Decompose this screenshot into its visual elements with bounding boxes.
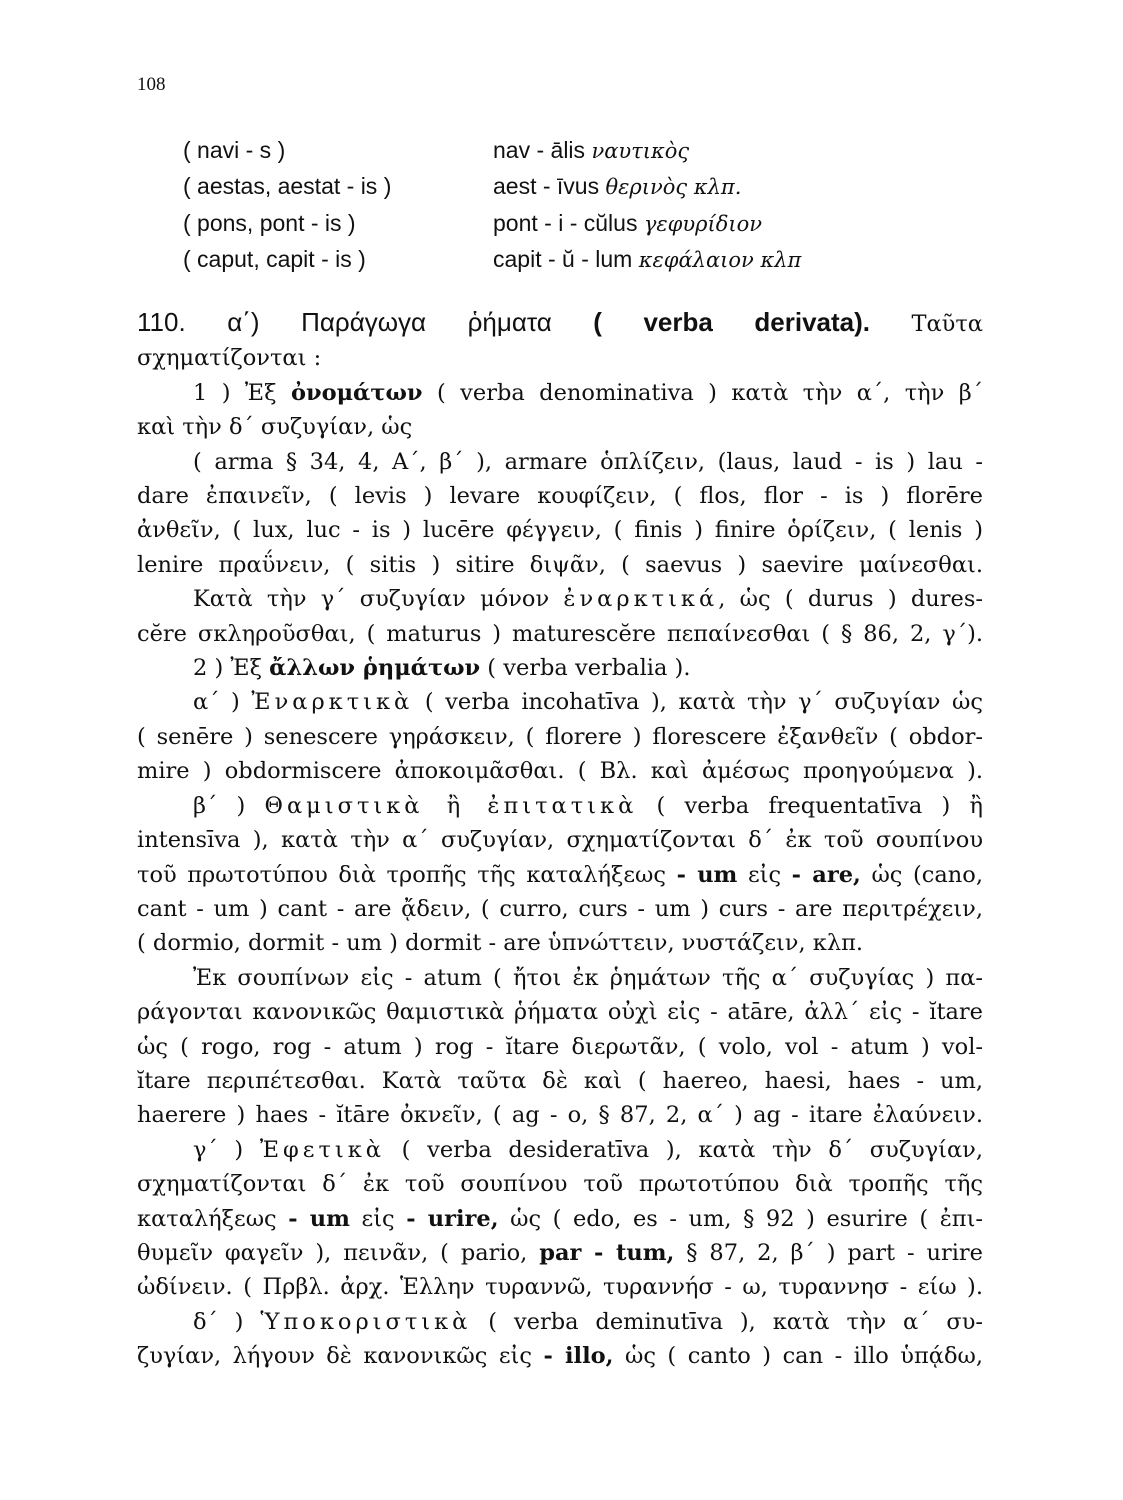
derived-word: nav - ālis ναυτικὸς (493, 136, 690, 163)
text-line: ζυγίαν, λήγουν δὲ κανονικῶς εἰς - illo, ὡς ( canto ) can - illo ὑπᾴδω, (137, 1343, 984, 1370)
base-word: ( navi - s ) (183, 136, 286, 163)
text-line: θυμεῖν φαγεῖν ), πεινᾶν, ( pario, par - tum, § 87, 2, β΄ ) part - urire (137, 1239, 983, 1266)
text-line: δ΄ ) Ὑποκοριστικὰ ( verba deminutīva ), κατὰ τὴν α΄ συ- (193, 1308, 983, 1335)
text-line: dare ἐπαινεῖν, ( levis ) levare κουφίζειν, ( flos, flor - is ) florēre (137, 483, 983, 510)
text-line: β΄ ) Θαμιστικὰ ἢ ἐπιτατικὰ ( verba frequentatīva ) ἢ (193, 792, 983, 819)
text-line: καταλήξεως - um εἰς - urire, ὡς ( edo, es - um, § 92 ) esurire ( ἐπι- (137, 1205, 984, 1232)
text-line: cant - um ) cant - are ᾄδειν, ( curro, curs - um ) curs - are περιτρέχειν, (137, 895, 983, 922)
text-line: ( arma § 34, 4, Α΄, β΄ ), armare ὁπλίζειν, (laus, laud - is ) lau - (193, 448, 983, 475)
text-line: σχηματίζονται δ΄ ἐκ τοῦ σουπίνου τοῦ πρωτοτύπου διὰ τροπῆς τῆς (137, 1171, 983, 1198)
text-line: σχηματίζονται : (137, 345, 322, 372)
text-line: γ΄ ) Ἐφετικὰ ( verba desideratīva ), κατὰ τὴν δ΄ συζυγίαν, (193, 1136, 984, 1163)
derivation-table (183, 132, 903, 278)
text-line: ὠδίνειν. ( Πρβλ. ἀρχ. Ἑλλην τυραννῶ, τυραννήσ - ω, τυραννησ - είω ). (137, 1274, 983, 1301)
text-line: ( dormio, dormit - um ) dormit - are ὑπνώττειν, νυστάζειν, κλπ. (137, 930, 864, 957)
derived-word: pont - i - cŭlus γεφυρίδιον (493, 209, 762, 236)
text-line: 1 ) Ἐξ ὀνομάτων ( verba denominativa ) κατὰ τὴν α΄, τὴν β΄ (193, 379, 984, 406)
text-line: ράγονται κανονικῶς θαμιστικὰ ῥήματα οὐχὶ εἰς - atāre, ἀλλ΄ εἰς - ĭtare (137, 999, 983, 1026)
text-line: ( senēre ) senescere γηράσκειν, ( florere ) florescere ἐξανθεῖν ( obdor- (137, 723, 983, 750)
text-line: τοῦ πρωτοτύπου διὰ τροπῆς τῆς καταλήξεως - um εἰς - are, ὡς (cano, (137, 861, 983, 888)
table-row (183, 169, 903, 206)
text-line: haerere ) haes - ĭtāre ὀκνεῖν, ( ag - o, § 87, 2, α΄ ) ag - itare ἐλαύνειν. (137, 1102, 983, 1129)
page-number: 108 (137, 74, 166, 95)
base-word: ( aestas, aestat - is ) (183, 173, 392, 200)
text-line: ὡς ( rogo, rog - atum ) rog - ĭtare διερωτᾶν, ( volo, vol - atum ) vol- (137, 1033, 983, 1060)
text-line: cĕre σκληροῦσθαι, ( maturus ) maturescĕre πεπαίνεσθαι ( § 86, 2, γ΄). (137, 620, 983, 647)
table-row (183, 132, 903, 169)
text-line: ἀνθεῖν, ( lux, luc - is ) lucēre φέγγειν, ( finis ) finire ὁρίζειν, ( lenis ) (137, 517, 983, 544)
text-line: Ἐκ σουπίνων εἰς - atum ( ἤτοι ἐκ ῥημάτων τῆς α΄ συζυγίας ) πα- (193, 964, 983, 991)
body-text (137, 305, 983, 1374)
derived-word: aest - īvus θερινὸς κλπ. (493, 173, 742, 200)
text-line: ĭtare περιπέτεσθαι. Κατὰ ταῦτα δὲ καὶ ( haereo, haesi, haes - um, (137, 1067, 983, 1094)
text-line: 2 ) Ἐξ ἄλλων ῥημάτων ( verba verbalia ). (193, 655, 691, 682)
text-line: mire ) obdormiscere ἀποκοιμᾶσθαι. ( Βλ. καὶ ἀμέσως προηγούμενα ). (137, 758, 983, 785)
text-line: α΄ ) Ἐναρκτικὰ ( verba incohatīva ), κατὰ τὴν γ΄ συζυγίαν ὡς (193, 689, 984, 716)
text-line: καὶ τὴν δ΄ συζυγίαν, ὡς (137, 414, 413, 441)
derived-word: capit - ŭ - lum κεφάλαιον κλπ (493, 246, 802, 273)
base-word: ( pons, pont - is ) (183, 209, 356, 236)
text-line: Κατὰ τὴν γ΄ συζυγίαν μόνον ἐναρκτικά, ὡς ( durus ) dures- (193, 586, 983, 613)
text-line: lenire πραΰνειν, ( sitis ) sitire διψᾶν, ( saevus ) saevire μαίνεσθαι. (137, 551, 983, 578)
text-line: intensīva ), κατὰ τὴν α΄ συζυγίαν, σχηματίζονται δ΄ ἐκ τοῦ σουπίνου (137, 827, 983, 854)
section-heading: 110. α΄) Παράγωγα ῥήματα ( verba derivata). Ταῦτα (137, 307, 983, 337)
table-row (183, 205, 903, 242)
base-word: ( caput, capit - is ) (183, 246, 366, 273)
table-row (183, 242, 903, 279)
